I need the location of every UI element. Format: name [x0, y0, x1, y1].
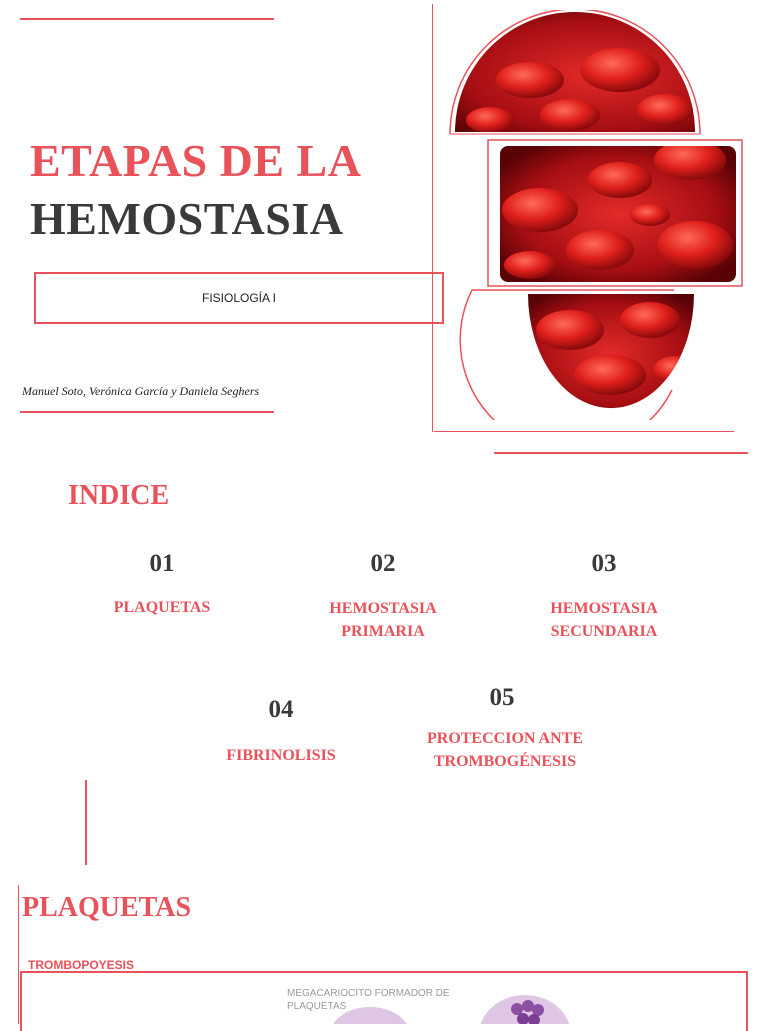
index-vertical-divider — [85, 780, 87, 865]
section-left-divider — [18, 885, 19, 1024]
index-item-fibrinolisis[interactable] — [201, 744, 361, 767]
index-heading: INDICE — [68, 480, 170, 511]
index-item-label: PLAQUETAS — [113, 599, 211, 616]
index-item-hemostasia-secundaria[interactable] — [524, 597, 684, 643]
index-number-02: 02 — [370, 550, 396, 577]
index-item-plaquetas[interactable] — [82, 596, 242, 619]
index-item-label: PROTECCION ANTE — [426, 730, 584, 747]
index-number-03: 03 — [591, 550, 617, 577]
section-subheading: TROMBOPOYESIS — [28, 958, 135, 972]
right-divider — [494, 452, 748, 454]
top-divider — [20, 18, 274, 20]
authors-divider — [20, 411, 274, 413]
blood-cells-illustration — [440, 10, 750, 420]
section-heading: PLAQUETAS — [22, 892, 192, 923]
diagram-caption-line: PLAQUETAS — [287, 1001, 347, 1012]
index-item-label: SECUNDARIA — [550, 623, 658, 640]
blood-image-middle — [500, 140, 736, 282]
index-item-label: FIBRINOLISIS — [226, 747, 336, 764]
index-item-label: HEMOSTASIA — [550, 600, 658, 617]
index-item-label: HEMOSTASIA — [329, 600, 437, 617]
blood-image-top — [440, 10, 750, 140]
title-line-2: HEMOSTASIA — [30, 193, 344, 244]
index-item-label: PRIMARIA — [341, 623, 425, 640]
title-line-1: ETAPAS DE LA — [30, 135, 362, 186]
megakaryocyte-illustration — [320, 995, 580, 1024]
index-item-proteccion-trombogenesis[interactable] — [395, 727, 615, 773]
subject-box — [34, 272, 444, 324]
index-item-label: TROMBOGÉNESIS — [433, 753, 577, 770]
diagram-caption-line: MEGACARIOCITO FORMADOR DE — [287, 988, 450, 999]
index-number-05: 05 — [489, 684, 515, 711]
index-item-hemostasia-primaria[interactable] — [303, 597, 463, 643]
image-bottom-divider — [434, 431, 734, 432]
cover-vertical-divider — [432, 4, 433, 432]
blood-image-bottom — [520, 294, 700, 414]
index-number-01: 01 — [149, 550, 175, 577]
index-number-04: 04 — [268, 696, 294, 723]
subject-label: FISIOLOGÍA I — [201, 291, 277, 305]
authors-text: Manuel Soto, Verónica García y Daniela Seghers — [22, 384, 260, 398]
